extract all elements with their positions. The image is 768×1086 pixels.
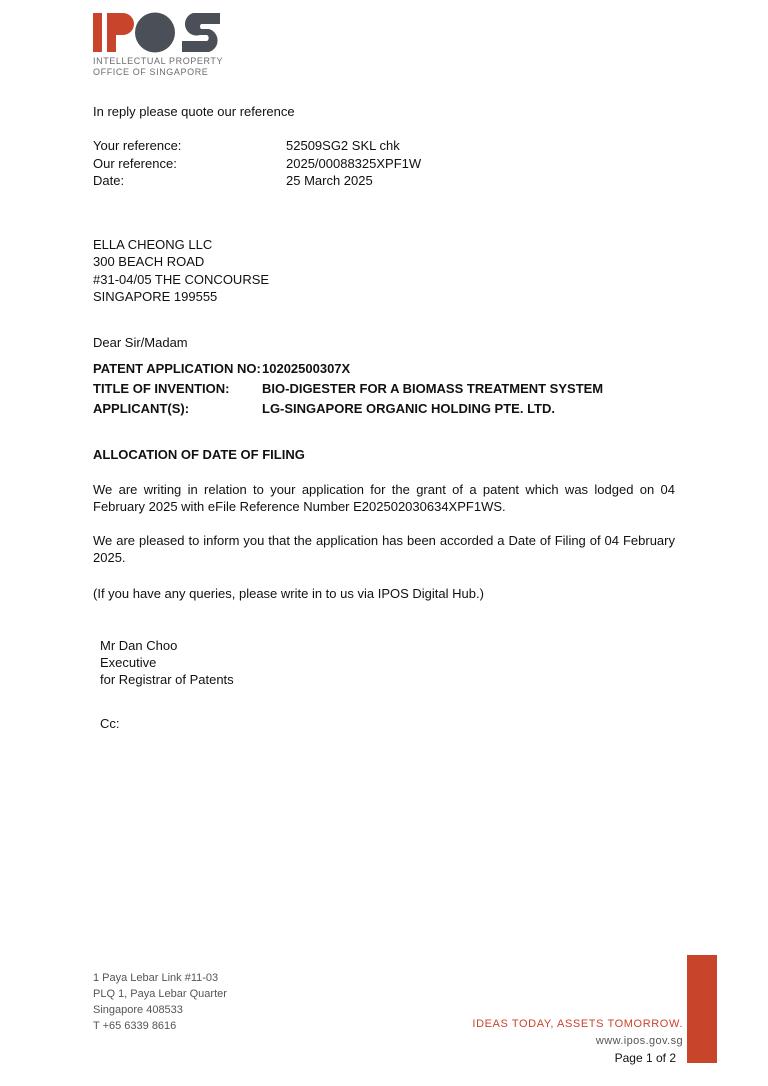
body-paragraph: We are pleased to inform you that the application has been accorded a Date of Filing of 04 February 2025. [93, 533, 675, 565]
signatory-role: for Registrar of Patents [100, 672, 234, 687]
footer-address-line: T +65 6339 8616 [93, 1020, 177, 1032]
our-reference-value: 2025/00088325XPF1W [286, 156, 422, 171]
logo-letter-p [107, 13, 134, 52]
date-value: 25 March 2025 [286, 173, 373, 188]
signatory-name: Mr Dan Choo [100, 638, 178, 653]
address-line: 300 BEACH ROAD [93, 254, 205, 269]
body-paragraph: We are writing in relation to your application for the grant of a patent which was lodged on 04 February 2025 with eFile Reference Number E202502030634XPF1WS. [93, 482, 675, 514]
footer-address-line: PLQ 1, Paya Lebar Quarter [93, 988, 227, 1000]
cc-label: Cc: [100, 716, 120, 731]
section-title: ALLOCATION OF DATE OF FILING [93, 447, 305, 462]
invention-title-label: TITLE OF INVENTION: [93, 381, 230, 396]
reply-note: In reply please quote our reference [93, 104, 295, 119]
footer-accent-bar [687, 955, 717, 1063]
signatory-title: Executive [100, 655, 157, 670]
body-paragraph: (If you have any queries, please write in to us via IPOS Digital Hub.) [93, 586, 484, 601]
footer-address-line: Singapore 408533 [93, 1004, 183, 1016]
your-reference-value: 52509SG2 SKL chk [286, 138, 400, 153]
logo-subtitle-line2: OFFICE OF SINGAPORE [93, 67, 209, 77]
footer-website[interactable]: www.ipos.gov.sg [595, 1035, 683, 1047]
logo-subtitle [93, 56, 223, 78]
footer-slogan: IDEAS TODAY, ASSETS TOMORROW. [472, 1018, 683, 1030]
page-number: Page 1 of 2 [614, 1051, 676, 1065]
address-line: SINGAPORE 199555 [93, 289, 218, 304]
your-reference-label: Your reference: [93, 138, 182, 153]
logo-letter-o [135, 13, 175, 53]
address-line: #31-04/05 THE CONCOURSE [93, 272, 270, 287]
ipos-logo-mark [93, 12, 223, 54]
applicant-label: APPLICANT(S): [93, 401, 190, 416]
date-label: Date: [93, 173, 125, 188]
logo-subtitle-line1: INTELLECTUAL PROPERTY [93, 56, 224, 66]
logo-letter-i [93, 13, 102, 52]
logo-letter-s [182, 13, 220, 52]
applicant-value: LG-SINGAPORE ORGANIC HOLDING PTE. LTD. [262, 401, 555, 416]
our-reference-label: Our reference: [93, 156, 177, 171]
salutation: Dear Sir/Madam [93, 335, 188, 350]
footer-address-line: 1 Paya Lebar Link #11-03 [93, 972, 219, 984]
footer-address [93, 970, 227, 1034]
address-line: ELLA CHEONG LLC [93, 237, 213, 252]
application-no-label: PATENT APPLICATION NO: [93, 361, 261, 376]
invention-title-value: BIO-DIGESTER FOR A BIOMASS TREATMENT SYSTEM [262, 381, 604, 396]
application-no-value: 10202500307X [262, 361, 351, 376]
